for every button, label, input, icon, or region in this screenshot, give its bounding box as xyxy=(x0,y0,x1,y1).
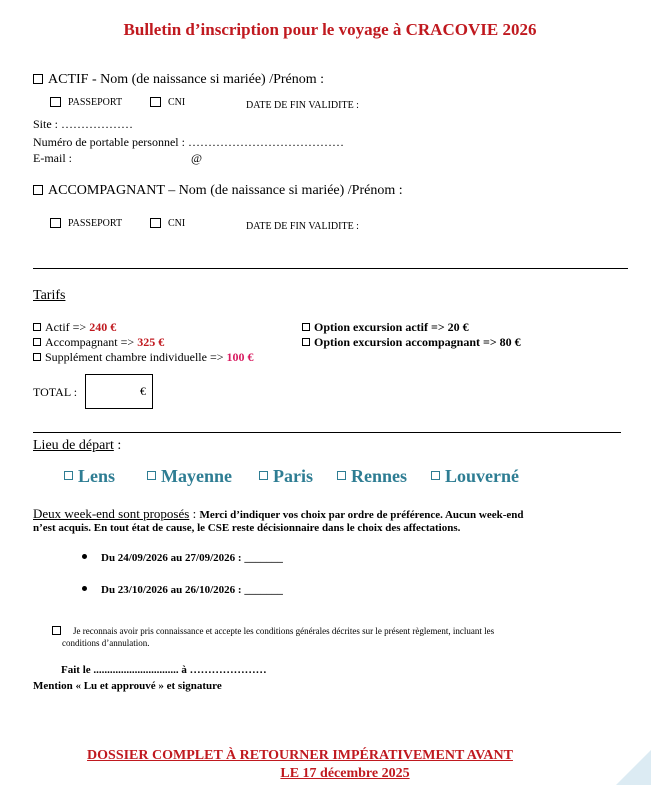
signature-mention: Mention « Lu et approuvé » et signature xyxy=(33,680,222,692)
conditions-line2: conditions d’annulation. xyxy=(62,638,150,648)
accomp-cni-option[interactable] xyxy=(150,218,185,229)
weekend-option-2[interactable] xyxy=(82,584,283,596)
conditions-row[interactable] xyxy=(52,626,494,636)
weekends-note-line2: n’est acquis. En tout état de cause, le CSE reste décisionnaire dans le choix des affectations. xyxy=(33,522,461,534)
page-title: Bulletin d’inscription pour le voyage à CRACOVIE 2026 xyxy=(123,20,537,39)
option-accomp-checkbox[interactable] xyxy=(302,338,310,346)
accomp-passport-checkbox[interactable] xyxy=(50,218,61,228)
weekends-intro xyxy=(33,505,524,523)
tarif-supp-price: 100 € xyxy=(226,350,254,364)
depart-rennes-checkbox[interactable] xyxy=(337,471,346,480)
tarif-accomp-label: Accompagnant => xyxy=(45,335,135,349)
fait-le-field[interactable]: Fait le ............................... à ………………… xyxy=(61,664,267,676)
accomp-cni-checkbox[interactable] xyxy=(150,218,161,228)
depart-heading: Lieu de départ xyxy=(33,438,114,453)
actif-passport-checkbox[interactable] xyxy=(50,97,61,107)
depart-louverne-label: Louverné xyxy=(445,466,519,486)
actif-cni-option[interactable] xyxy=(150,97,185,108)
depart-option-rennes[interactable] xyxy=(337,466,407,487)
divider xyxy=(33,268,628,269)
conditions-line1: Je reconnais avoir pris connaissance et accepte les conditions générales décrites sur le présent règlement, incluant les xyxy=(73,626,495,636)
tarif-actif-checkbox[interactable] xyxy=(33,323,41,331)
accomp-passport-option[interactable] xyxy=(50,218,122,229)
tarif-accomp-checkbox[interactable] xyxy=(33,338,41,346)
depart-option-paris[interactable] xyxy=(259,466,313,487)
depart-paris-checkbox[interactable] xyxy=(259,471,268,480)
depart-lens-checkbox[interactable] xyxy=(64,471,73,480)
total-label: TOTAL : xyxy=(33,385,78,399)
option-accomp[interactable] xyxy=(302,335,521,350)
actif-email-label[interactable]: E-mail : xyxy=(33,151,72,165)
depart-louverne-checkbox[interactable] xyxy=(431,471,440,480)
actif-passport-label: PASSEPORT xyxy=(68,97,123,108)
actif-heading: ACTIF - Nom (de naissance si mariée) /Prénom : xyxy=(48,72,325,87)
footer-line2: LE 17 décembre 2025 xyxy=(280,766,410,781)
depart-option-louverne[interactable] xyxy=(431,466,519,487)
option-actif[interactable] xyxy=(302,320,469,335)
bullet-icon xyxy=(82,554,87,559)
tarif-supp[interactable] xyxy=(33,350,254,365)
tarif-supp-checkbox[interactable] xyxy=(33,353,41,361)
actif-validity-label: DATE DE FIN VALIDITE : xyxy=(246,100,359,111)
accomp-heading: ACCOMPAGNANT – Nom (de naissance si mariée) /Prénom : xyxy=(48,183,403,198)
actif-passport-option[interactable] xyxy=(50,97,122,108)
actif-email-at: @ xyxy=(191,151,203,165)
total-input[interactable] xyxy=(85,374,153,409)
depart-mayenne-label: Mayenne xyxy=(161,466,232,486)
accomp-passport-label: PASSEPORT xyxy=(68,218,123,229)
tarif-accomp[interactable] xyxy=(33,335,164,350)
conditions-checkbox[interactable] xyxy=(52,626,61,635)
tarif-actif[interactable] xyxy=(33,320,116,335)
tarif-supp-label: Supplément chambre individuelle => xyxy=(45,350,224,364)
page-corner-decoration xyxy=(616,750,651,785)
weekends-colon: : xyxy=(189,506,200,521)
weekend-option-2-label: Du 23/10/2026 au 26/10/2026 : _______ xyxy=(101,584,283,596)
tarif-accomp-price: 325 € xyxy=(137,335,165,349)
footer-line1: DOSSIER COMPLET À RETOURNER IMPÉRATIVEMENT AVANT xyxy=(87,748,513,763)
option-actif-label: Option excursion actif => 20 € xyxy=(314,320,469,334)
actif-heading-row xyxy=(33,72,324,88)
weekend-option-1-label: Du 24/09/2026 au 27/09/2026 : _______ xyxy=(101,552,283,564)
accomp-checkbox[interactable] xyxy=(33,185,43,195)
accomp-heading-row xyxy=(33,183,403,199)
tarifs-heading: Tarifs xyxy=(33,288,66,303)
tarif-actif-price: 240 € xyxy=(89,320,117,334)
tarif-actif-label: Actif => xyxy=(45,320,87,334)
total-currency: € xyxy=(140,384,146,398)
depart-option-lens[interactable] xyxy=(64,466,115,487)
actif-cni-label: CNI xyxy=(168,97,186,108)
depart-lens-label: Lens xyxy=(78,466,116,486)
depart-mayenne-checkbox[interactable] xyxy=(147,471,156,480)
actif-checkbox[interactable] xyxy=(33,74,43,84)
actif-site-field[interactable]: Site : ……………… xyxy=(33,117,134,131)
depart-option-mayenne[interactable] xyxy=(147,466,232,487)
divider xyxy=(33,432,621,433)
option-accomp-label: Option excursion accompagnant => 80 € xyxy=(314,335,521,349)
weekends-note-line1: Merci d’indiquer vos choix par ordre de préférence. Aucun week-end xyxy=(199,509,524,521)
depart-paris-label: Paris xyxy=(273,466,313,486)
option-actif-checkbox[interactable] xyxy=(302,323,310,331)
depart-heading-row xyxy=(33,438,121,454)
accomp-validity-label: DATE DE FIN VALIDITE : xyxy=(246,221,359,232)
actif-cni-checkbox[interactable] xyxy=(150,97,161,107)
depart-rennes-label: Rennes xyxy=(351,466,408,486)
weekend-option-1[interactable] xyxy=(82,552,283,564)
weekends-heading: Deux week-end sont proposés xyxy=(33,506,190,521)
actif-phone-field[interactable]: Numéro de portable personnel : ………………………………… xyxy=(33,135,344,149)
bullet-icon xyxy=(82,586,87,591)
depart-colon: : xyxy=(113,438,122,453)
accomp-cni-label: CNI xyxy=(168,218,186,229)
